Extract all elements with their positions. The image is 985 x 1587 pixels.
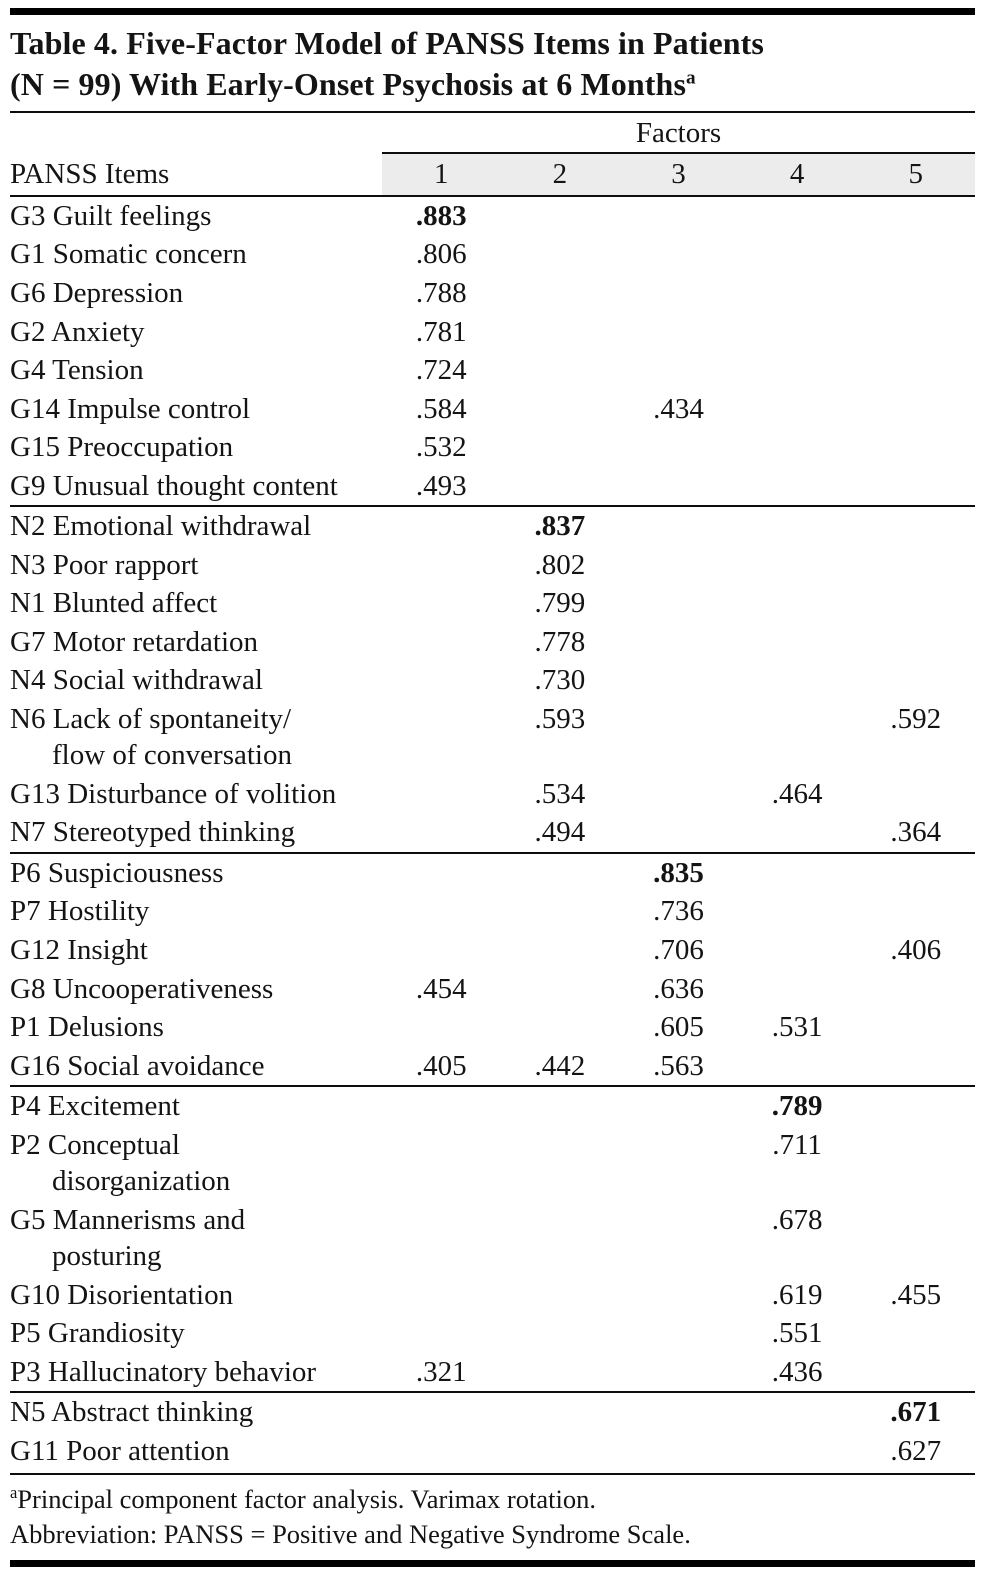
panss-item-label: G5 Mannerisms and posturing [10,1203,246,1273]
factor-loading-value [382,506,501,546]
factor-loading-value [856,1353,975,1393]
factor-loading-value [738,892,857,931]
factor-loading-value: .494 [534,816,586,849]
table-row [10,661,975,700]
factor-3-header: 3 [619,153,738,196]
factor-loading-value [382,584,501,623]
factor-loading-value [856,196,975,236]
table-title-line2: (N = 99) With Early-Onset Psychosis at 6 Months$^a$ [10,65,696,102]
table-row [10,196,975,236]
table-row [10,1201,975,1276]
factor-loading-value [619,700,738,775]
factor-loading-value [619,661,738,700]
factor-loading-value [619,1432,738,1471]
factor-loading-value [619,313,738,352]
factor-loading-value [501,390,620,429]
factor-loading-value [382,853,501,893]
table-row [10,274,975,313]
factor-loading-value [856,467,975,507]
factor-loading-value [856,1047,975,1087]
factor-loading-value [382,1432,501,1471]
factor-loading-value [619,1126,738,1201]
factor-loading-value [738,390,857,429]
factor-loading-value [856,853,975,893]
factor-loading-value: .711 [772,1128,822,1161]
title-footnote-mark: a [686,67,696,89]
panss-item-label: P5 Grandiosity [10,1317,185,1350]
factor-loading-value [738,1432,857,1471]
factor-loading-value: .788 [415,276,467,309]
panss-item-label: G11 Poor attention [10,1434,230,1467]
factor-loading-value [382,775,501,814]
factor-2-header: 2 [501,153,620,196]
factor-loading-value: .806 [415,238,467,271]
factor-loading-value: .706 [653,934,704,966]
panss-item-label: G7 Motor retardation [10,625,259,658]
table-row [10,1392,975,1432]
factor-loading-value [738,546,857,585]
factor-loading-value [619,274,738,313]
factor-loading-value [619,196,738,236]
factor-loading-value [856,428,975,467]
factor-loading-value: .464 [771,777,823,810]
factor-loading-value [738,584,857,623]
panss-item-label: P4 Excitement [10,1086,382,1126]
table-row [10,390,975,429]
table-row [10,235,975,274]
factor-loading-value [382,546,501,585]
table-row [10,1276,975,1315]
panss-item-label: G10 Disorientation [10,1278,234,1311]
factor-group [10,506,975,853]
panss-item-label: P7 Hostility [10,895,150,928]
panss-item-label: N5 Abstract thinking [10,1392,382,1432]
factor-loading-value [856,1201,975,1276]
factor-loading-value [501,1432,620,1471]
factor-loading-value [501,892,620,931]
factor-loading-value: .730 [534,664,586,697]
factor-loading-value [738,506,857,546]
panss-items-header: PANSS Items [10,153,382,196]
factor-loading-value [856,235,975,274]
factor-loading-value: .883 [415,199,467,232]
factor-loading-value [382,1276,501,1315]
table-row [10,467,975,507]
factor-loading-value [738,351,857,390]
panss-item-label: G15 Preoccupation [10,431,234,464]
panss-item-label: G4 Tension [10,354,144,387]
factor-loading-value [501,351,620,390]
factor-loading-value: .605 [653,1011,704,1044]
table-row [10,546,975,585]
bottom-rule [10,1560,975,1567]
factor-loading-value [501,931,620,970]
factor-1-header: 1 [382,153,501,196]
factor-loading-value: .454 [415,972,467,1005]
factor-loading-value [856,775,975,814]
table-row [10,970,975,1009]
panss-item-label: G12 Insight [10,934,148,966]
factor-loading-value [738,428,857,467]
table-row [10,1432,975,1471]
factor-loading-value [619,546,738,585]
panss-item-label: P2 Conceptual disorganization [10,1128,231,1198]
factor-loading-value [738,931,857,970]
factor-loading-value: .434 [653,392,704,425]
factor-loading-value [619,813,738,853]
table-row [10,1126,975,1201]
factor-loading-value [501,853,620,893]
factor-4-header: 4 [738,153,857,196]
factor-loading-value: .837 [501,506,620,546]
factor-loading-value: .321 [415,1355,467,1388]
factor-loading-value [382,623,501,662]
factor-loading-value [501,428,620,467]
factor-group [10,1086,975,1392]
table-row [10,1086,975,1126]
factor-loading-value: .436 [771,1355,823,1388]
factor-loading-value [856,313,975,352]
factor-loading-value [738,196,857,236]
factor-loading-value [501,1126,620,1201]
factor-loading-value [382,1126,501,1201]
footnote-abbreviation: Abbreviation: PANSS = Positive and Negative Syndrome Scale. [10,1518,691,1549]
factor-loading-value: .584 [415,392,467,425]
factor-loading-value [382,813,501,853]
factor-loading-value: .835 [619,853,738,893]
panss-item-label: G2 Anxiety [10,315,145,348]
factor-loading-value: .781 [415,315,467,348]
factor-loading-value: .636 [653,972,704,1005]
factor-loading-value: .442 [534,1049,586,1082]
table-row [10,313,975,352]
panss-item-label: P3 Hallucinatory behavior [10,1355,317,1388]
factor-loading-value: .531 [771,1011,823,1044]
factor-loading-value [501,235,620,274]
factor-loading-value [382,1008,501,1047]
table-row [10,1047,975,1087]
factor-loading-value [856,623,975,662]
panss-factor-table [10,115,975,1471]
table-row [10,700,975,775]
table-row [10,506,975,546]
factor-loading-value: .619 [771,1278,823,1311]
factor-loading-value [619,584,738,623]
table-row [10,584,975,623]
factor-loading-value [619,623,738,662]
factor-loading-value [856,1126,975,1201]
panss-item-label: P6 Suspiciousness [10,853,382,893]
top-rule [10,8,975,15]
panss-item-label: N1 Blunted affect [10,587,218,620]
factor-loading-value [738,274,857,313]
factor-loading-value [619,1314,738,1353]
panss-item-label: G13 Disturbance of volition [10,777,337,810]
factor-loading-value [738,970,857,1009]
table-row [10,623,975,662]
factor-loading-value [501,467,620,507]
factor-loading-value: .532 [415,431,467,464]
table-title-line1: Table 4. Five-Factor Model of PANSS Items in Patients [10,25,764,61]
factors-header-spacer [10,115,382,153]
table-row [10,1008,975,1047]
title-rule [10,111,975,113]
factor-loading-value [738,1392,857,1432]
factors-header-row [10,115,975,153]
factor-loading-value [501,970,620,1009]
factor-loading-value [382,931,501,970]
panss-item-label: G1 Somatic concern [10,238,247,271]
panss-item-label: G16 Social avoidance [10,1049,265,1082]
factor-loading-value: .778 [534,625,586,658]
panss-item-label: N6 Lack of spontaneity/ flow of conversation [10,702,292,772]
factor-loading-value [382,1314,501,1353]
factor-loading-value [619,1276,738,1315]
factor-loading-value [738,661,857,700]
panss-item-label: G6 Depression [10,276,184,309]
factor-loading-value [738,1047,857,1087]
footnote-mark: a [10,1483,18,1503]
factor-loading-value [619,428,738,467]
table-row [10,428,975,467]
factor-group [10,853,975,1086]
factor-loading-value: .593 [534,702,586,735]
factor-loading-value [738,853,857,893]
panss-item-label: N7 Stereotyped thinking [10,816,296,849]
factor-loading-value [382,661,501,700]
panss-item-label: G14 Impulse control [10,392,251,425]
panss-item-label: N2 Emotional withdrawal [10,506,382,546]
factor-loading-value: .563 [653,1049,704,1082]
factor-loading-value [501,1008,620,1047]
factor-loading-value [738,700,857,775]
factor-loading-value: .551 [771,1317,823,1350]
table-title [10,23,975,105]
panss-item-label: P1 Delusions [10,1011,164,1044]
table-row [10,775,975,814]
factor-group [10,196,975,506]
table-row [10,813,975,853]
factor-loading-value [619,467,738,507]
factor-loading-value [382,700,501,775]
panss-item-label: G3 Guilt feelings [10,199,212,232]
panss-item-label: G8 Uncooperativeness [10,972,274,1005]
factor-loading-value [382,1201,501,1276]
factor-loading-value: .799 [534,587,586,620]
factor-loading-value: .406 [890,934,942,966]
factor-loading-value [856,1314,975,1353]
factor-loading-value [856,351,975,390]
factor-loading-value: .493 [415,469,467,502]
factor-loading-value [856,661,975,700]
factor-loading-value [501,274,620,313]
footnotes [10,1475,975,1560]
table-row [10,351,975,390]
factor-loading-value: .455 [890,1278,942,1311]
factor-loading-value [619,235,738,274]
factor-loading-value [856,546,975,585]
factor-loading-value [856,584,975,623]
factor-loading-value [619,506,738,546]
panss-item-label: G9 Unusual thought content [10,469,338,502]
factor-loading-value [501,1353,620,1393]
factor-loading-value [501,196,620,236]
footnote-analysis: $^a$Principal component factor analysis. Varimax rotation. [10,1483,596,1515]
table-row [10,1353,975,1393]
factor-loading-value [738,813,857,853]
factors-span-label: Factors [382,115,975,153]
factor-loading-value [856,970,975,1009]
factor-loading-value: .627 [890,1434,942,1467]
factor-loading-value: .724 [415,354,467,387]
factor-loading-value [382,892,501,931]
factor-loading-value [501,313,620,352]
factor-loading-value [619,775,738,814]
factor-loading-value [738,467,857,507]
factor-loading-value: .789 [738,1086,857,1126]
factor-loading-value [619,1086,738,1126]
factor-loading-value [619,1353,738,1393]
factor-loading-value [856,506,975,546]
table-row [10,931,975,970]
column-header-row [10,153,975,196]
factor-loading-value [619,1201,738,1276]
factor-loading-value: .534 [534,777,586,810]
factor-loading-value [738,623,857,662]
table-row [10,892,975,931]
factor-loading-value [856,892,975,931]
factor-loading-value [382,1086,501,1126]
panss-item-label: N3 Poor rapport [10,548,199,581]
factor-loading-value [856,1086,975,1126]
factor-loading-value [501,1392,620,1432]
factor-loading-value: .671 [856,1392,975,1432]
factor-loading-value [738,235,857,274]
factor-loading-value [382,1392,501,1432]
factor-loading-value: .592 [890,702,942,735]
factor-loading-value [501,1086,620,1126]
factor-loading-value: .802 [534,548,586,581]
table-header [10,115,975,196]
factor-5-header: 5 [856,153,975,196]
factor-loading-value: .364 [890,816,942,849]
factor-loading-value [501,1314,620,1353]
table-row [10,1314,975,1353]
factor-loading-value: .736 [653,895,704,928]
factor-loading-value [856,390,975,429]
factor-loading-value [501,1201,620,1276]
factor-loading-value: .405 [415,1049,467,1082]
factor-loading-value [619,1392,738,1432]
factor-loading-value [738,313,857,352]
table-row [10,853,975,893]
factor-loading-value [501,1276,620,1315]
factor-loading-value [856,1008,975,1047]
factor-loading-value: .678 [771,1203,823,1236]
factor-loading-value [619,351,738,390]
factor-group [10,1392,975,1470]
panss-item-label: N4 Social withdrawal [10,664,263,697]
factor-loading-value [856,274,975,313]
